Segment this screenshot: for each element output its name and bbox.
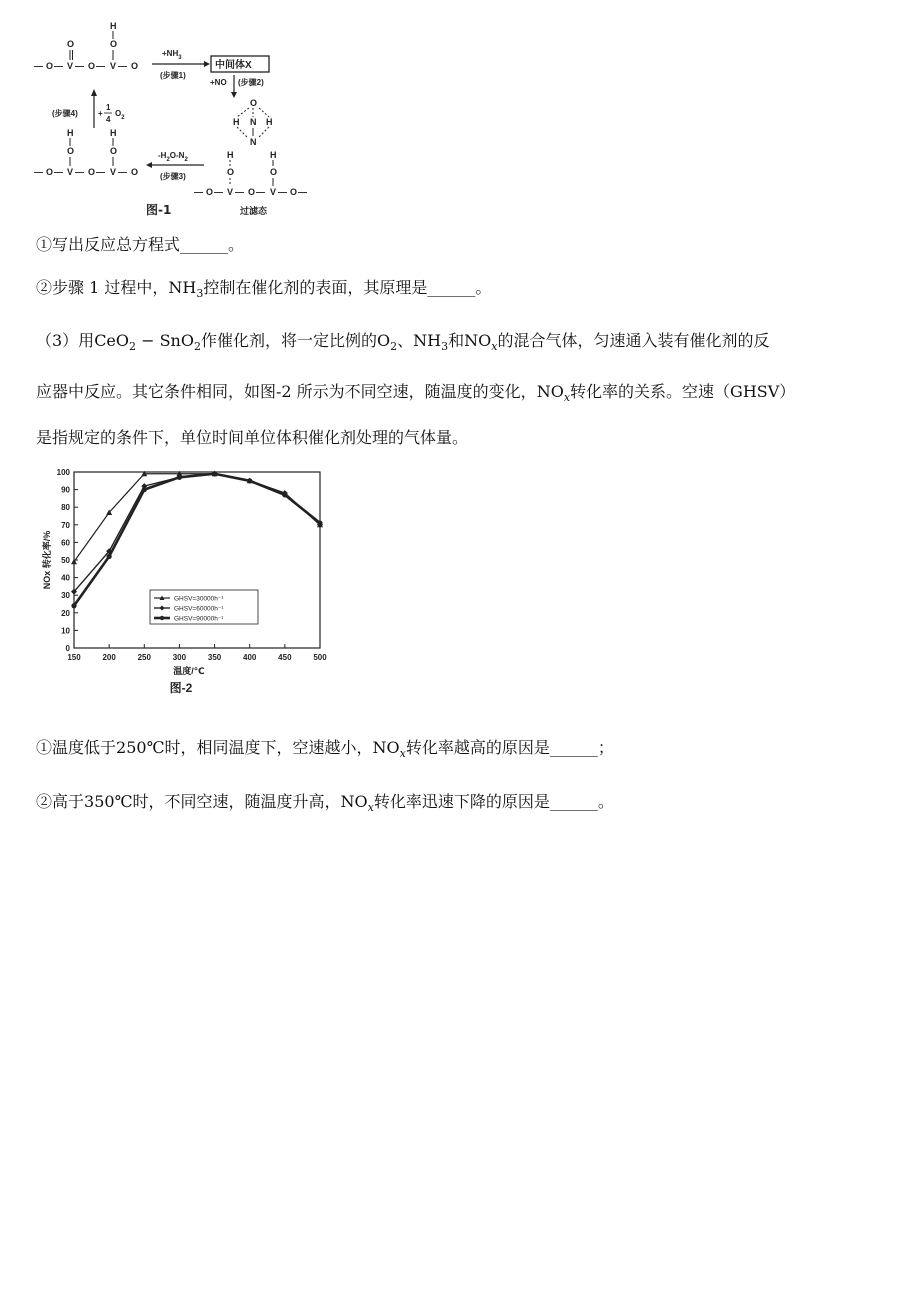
y-tick-label: 80 (61, 503, 70, 513)
step4-label: (步骤4) (52, 109, 78, 118)
y-tick-label: 20 (61, 608, 70, 618)
data-point (71, 603, 76, 608)
q4-temp: 350℃ (84, 792, 133, 811)
q2-pre: 步骤 1 过程中， (52, 278, 169, 297)
data-point (107, 554, 112, 559)
nox: NO (464, 331, 492, 350)
legend-label: GHSV=30000h⁻¹ (174, 595, 224, 603)
atom-h: H (266, 117, 273, 127)
atom-v: V (270, 187, 277, 197)
q1-text: 写出反应总方程式 (52, 235, 181, 254)
step3-label: (步骤3) (160, 172, 186, 181)
y-tick-label: 50 (61, 556, 70, 565)
bond: — (96, 61, 105, 71)
p3-prefix: （3）用 (36, 331, 95, 350)
q2-chem: NH (168, 278, 197, 297)
q2-end: 。 (475, 278, 492, 297)
x-tick-label: 500 (313, 653, 327, 662)
data-point (282, 492, 287, 497)
atom-o: O (227, 167, 235, 177)
y-axis-label: NOx 转化率/% (42, 530, 52, 590)
sub: 2 (193, 340, 201, 353)
atom-h: H (110, 128, 117, 138)
sub-x: x (399, 747, 406, 760)
bond: — (75, 61, 84, 71)
y-tick-label: 90 (61, 485, 70, 495)
question-2 (36, 276, 491, 300)
bond: — (256, 187, 265, 197)
bond: — (54, 61, 63, 71)
x-tick-label: 150 (67, 653, 81, 662)
figure-1 (34, 18, 314, 222)
ceo2: CeO (94, 331, 130, 350)
q3-pre: 温度低于 (52, 738, 117, 757)
q3-number: ① (36, 738, 53, 757)
atom-o: O (248, 187, 256, 197)
p3-line2-end: 转化率的关系。空速（GHSV） (570, 382, 796, 401)
step2-label: (步骤2) (238, 78, 264, 87)
figure-1-caption: 图-1 (146, 203, 172, 217)
bond: — (214, 187, 223, 197)
figure-2-caption: 图-2 (169, 681, 193, 695)
atom-o: O (131, 167, 139, 177)
x-tick-label: 400 (243, 653, 257, 662)
atom-v: V (110, 167, 117, 177)
x-tick-label: 200 (102, 653, 116, 662)
x-tick-label: 350 (207, 653, 222, 662)
bond: — (75, 167, 84, 177)
atom-h: H (270, 150, 277, 160)
atom-o: O (46, 167, 54, 177)
frac-den: 4 (106, 115, 111, 124)
bond: — (235, 187, 244, 197)
atom-v: V (67, 61, 74, 71)
atom-h: H (67, 128, 74, 138)
step3-reagent: $-H_2O-N_2$ (158, 151, 188, 163)
nox: NO (536, 382, 564, 401)
q3-temp: 250℃ (116, 738, 165, 757)
y-tick-label: 30 (61, 591, 70, 601)
step1-reagent: $+NH_3$ (162, 49, 182, 61)
atom-o: O (250, 98, 258, 108)
q4-end: 。 (597, 792, 614, 811)
atom-o: O (131, 61, 139, 71)
step1-label: (步骤1) (160, 71, 186, 80)
q3-post: 转化率越高的原因是 (405, 738, 550, 757)
q2-post: 控制在催化剂的表面，其原理是 (203, 278, 428, 297)
nox: NO (372, 738, 400, 757)
q2-number: ② (36, 278, 53, 297)
bond-top-left: — (34, 61, 43, 71)
and: 和 (448, 331, 465, 350)
atom-o: O (206, 187, 214, 197)
atom-o: O (88, 61, 96, 71)
q2-answer-blank[interactable]: ______ (427, 278, 476, 297)
question-1 (36, 233, 244, 257)
intermediate-x: 中间体X (215, 60, 252, 71)
nox: NO (340, 792, 368, 811)
paragraph-3-line3 (36, 426, 468, 450)
atom-o: O (88, 167, 96, 177)
x-tick-label: 300 (172, 653, 187, 662)
p3-line3: 是指规定的条件下，单位时间单位体积催化剂处理的气体量。 (36, 428, 469, 447)
q3-end: ； (597, 738, 614, 757)
atom-v: V (110, 61, 117, 71)
sub: 2 (390, 340, 398, 353)
paragraph-3-line2 (36, 380, 795, 404)
bond: — (118, 167, 127, 177)
sub: 3 (441, 340, 449, 353)
transition-state-label: 过滤态 (240, 206, 268, 216)
bond: — (298, 187, 307, 197)
step4-plus: + (98, 109, 103, 118)
nh3: NH (413, 331, 442, 350)
sub-x: x (563, 391, 571, 404)
atom-o: O (270, 167, 278, 177)
q3-mid: 时，相同温度下，空速越小， (164, 738, 373, 757)
bond: — (54, 167, 63, 177)
o2: O (377, 331, 391, 350)
atom-h: H (110, 21, 117, 31)
p3-mid: 作催化剂，将一定比例的 (200, 331, 377, 350)
q4-answer-blank[interactable]: ______ (549, 792, 598, 811)
q4-pre: 高于 (52, 792, 85, 811)
sub-x: x (367, 801, 374, 814)
figure-2-chart (30, 462, 330, 712)
atom-h: H (227, 150, 234, 160)
atom-o: O (67, 39, 75, 49)
q2-chem-sub: 3 (196, 287, 204, 300)
atom-v: V (67, 167, 74, 177)
y-tick-label: 70 (61, 520, 70, 530)
q1-answer-blank[interactable]: ______ (180, 235, 229, 254)
y-tick-label: 100 (56, 468, 70, 477)
atom-v: V (227, 187, 234, 197)
atom-o: O (290, 187, 298, 197)
p3-line1-end: 的混合气体，匀速通入装有催化剂的反 (497, 331, 770, 350)
y-tick-label: 0 (65, 644, 70, 653)
atom-o: O (46, 61, 54, 71)
atom-n: N (250, 137, 257, 147)
legend-marker (160, 616, 164, 620)
series-line (74, 474, 320, 592)
y-tick-label: 40 (61, 573, 70, 583)
data-point (177, 475, 182, 480)
o2-label: $O_2$ (115, 109, 125, 121)
legend-label: GHSV=90000h⁻¹ (174, 615, 224, 623)
legend-label: GHSV=60000h⁻¹ (174, 605, 224, 613)
q3-answer-blank[interactable]: ______ (549, 738, 598, 757)
bond: — (194, 187, 203, 197)
sub: 2 (129, 340, 137, 353)
dash: − (136, 331, 160, 350)
data-point (317, 520, 322, 525)
x-tick-label: 450 (278, 653, 292, 662)
sno2: SnO (159, 331, 194, 350)
bond: — (278, 187, 287, 197)
atom-o: O (110, 39, 118, 49)
paragraph-3-line1 (36, 329, 769, 353)
atom-o: O (110, 146, 118, 156)
data-point (212, 471, 217, 476)
x-axis-label: 温度/℃ (173, 666, 205, 676)
p3-line2-pre: 应器中反应。其它条件相同，如图-2 所示为不同空速，随温度的变化， (36, 382, 537, 401)
bond: — (34, 167, 43, 177)
sep: 、 (397, 331, 414, 350)
atom-o: O (67, 146, 75, 156)
atom-h: H (233, 117, 240, 127)
y-tick-label: 10 (61, 626, 70, 636)
data-point (247, 478, 252, 483)
q4-mid: 时，不同空速，随温度升高， (132, 792, 341, 811)
x-tick-label: 250 (137, 653, 151, 662)
sub-x: x (491, 340, 498, 353)
q1-number: ① (36, 235, 53, 254)
q1-end: 。 (228, 235, 245, 254)
bond: — (118, 61, 127, 71)
q4-number: ② (36, 792, 53, 811)
data-point (142, 487, 147, 492)
y-tick-label: 60 (61, 538, 70, 548)
question-4 (36, 790, 614, 814)
bond: — (96, 167, 105, 177)
q4-post: 转化率迅速下降的原因是 (373, 792, 550, 811)
step2-reagent: +NO (210, 78, 227, 87)
atom-n: N (250, 117, 257, 127)
frac-num: 1 (106, 103, 111, 112)
question-3 (36, 736, 614, 760)
